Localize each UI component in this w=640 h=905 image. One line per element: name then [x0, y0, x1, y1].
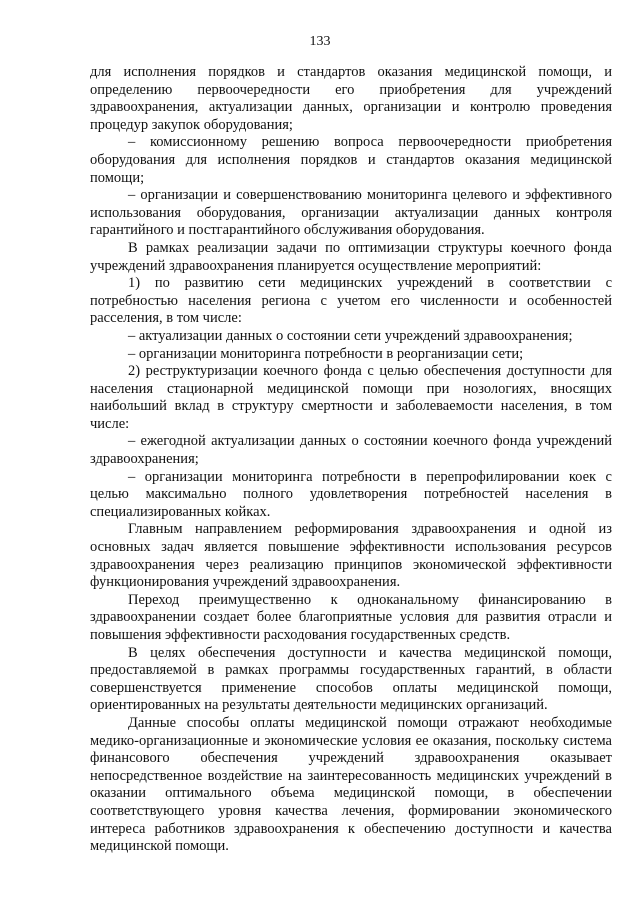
list-item-network-monitoring: – организации мониторинга потребности в реорганизации сети; — [128, 345, 524, 362]
list-item-equipment-monitoring: – организации и совершенствованию мониторинга целевого и эффективного использования оборудования, организации актуализации данных контроля гарантийного и постгарантийного обслуживания оборудования. — [90, 187, 612, 239]
paragraph-single-channel-financing: Переход преимущественно к одноканальному финансированию в здравоохранении создает более благоприятные условия для развития отрасли и повышения эффективности расходования государственных средств. — [90, 591, 612, 643]
list-item-network-data: – актуализации данных о состоянии сети учреждений здравоохранения; — [128, 327, 573, 344]
paragraph-payment-methods: В целях обеспечения доступности и качества медицинской помощи, предоставляемой в рамках программы государственных гарантий, в области совершенствуется применение способов оплаты медицинской помощи, ориентированных на результаты деятельности медицинских организаций. — [90, 644, 612, 714]
list-item-commission-decision: – комиссионному решению вопроса первоочередности приобретения оборудования для исполнения порядков и стандартов оказания медицинской помощи; — [90, 134, 612, 186]
list-item-bed-reprofiling: – организации мониторинга потребности в перепрофилировании коек с целью максимально полного удовлетворения потребностей населения в специализированных койках. — [90, 468, 612, 520]
list-item-bed-fund-data: – ежегодной актуализации данных о состоянии коечного фонда учреждений здравоохранения; — [90, 433, 612, 468]
paragraph-bed-fund-task: В рамках реализации задачи по оптимизации структуры коечного фонда учреждений здравоохранения планируется осуществление мероприятий: — [90, 239, 612, 274]
paragraph-main-direction: Главным направлением реформирования здравоохранения и одной из основных задач является повышение эффективности использования ресурсов здравоохранения через реализацию принципов экономической эффективности функционирования учреждений здравоохранения. — [90, 521, 612, 591]
page-number: 133 — [309, 34, 331, 49]
list-item-network-development: 1) по развитию сети медицинских учреждений в соответствии с потребностью населения региона с учетом его численности и особенностей расселения, в том числе: — [90, 275, 612, 327]
paragraph-payment-conditions: Данные способы оплаты медицинской помощи отражают необходимые медико-организационные и экономические условия ее оказания, поскольку система финансового обеспечения учреждений здравоохранения оказывает непосредственное воздействие на заинтересованность медицинских учреждений в оказании оптимального объема медицинской помощи, в обеспечении соответствующего уровня качества лечения, формировании экономического интереса работников здравоохранения к обеспечению доступности и качества медицинской помощи. — [90, 714, 612, 855]
document-body — [90, 64, 612, 856]
list-item-bed-restructuring: 2) реструктуризации коечного фонда с целью обеспечения доступности для населения стационарной медицинской помощи при нозологиях, вносящих наибольший вклад в структуру смертности и заболеваемости населения, в том числе: — [90, 363, 612, 432]
paragraph-continuation: для исполнения порядков и стандартов оказания медицинской помощи, и определению первоочередности его приобретения для учреждений здравоохранения, актуализации данных, организации и контролю проведения процедур закупок оборудования; — [90, 64, 612, 133]
